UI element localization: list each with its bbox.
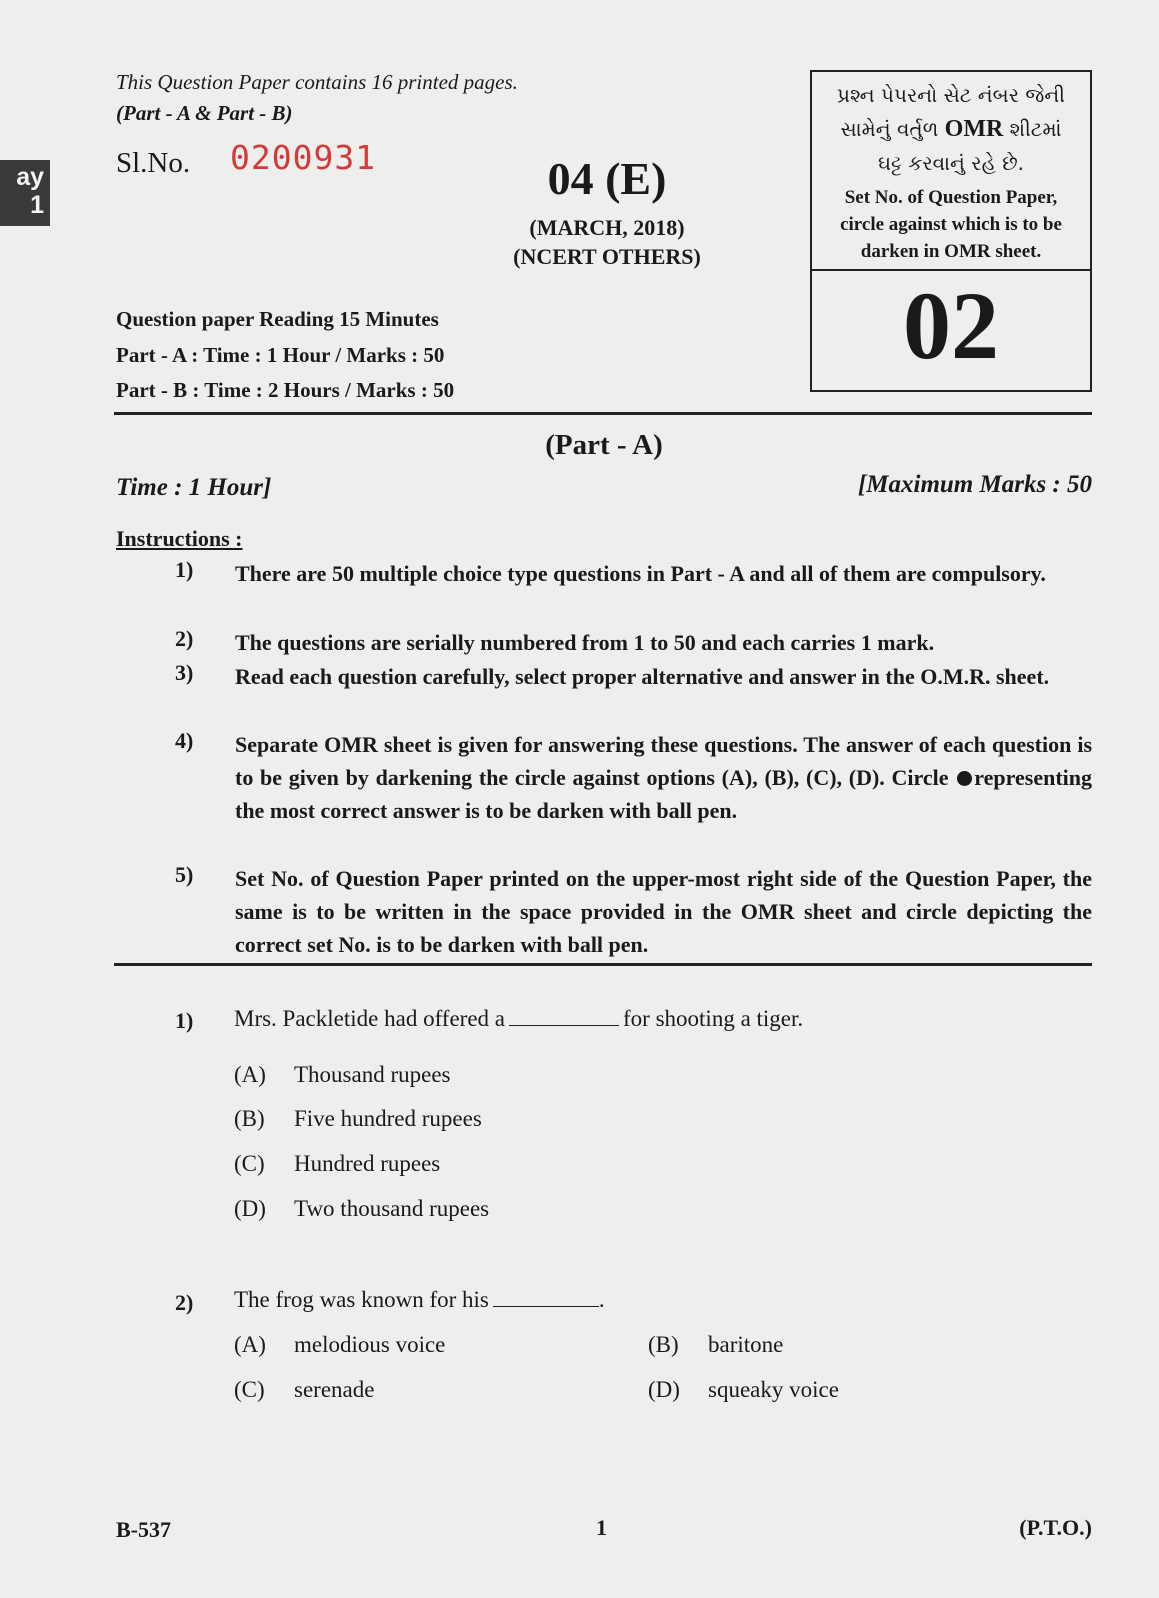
divider-bottom [114,963,1092,966]
question-1-option-b [234,1106,482,1132]
option-text: Hundred rupees [294,1151,441,1176]
option-text: melodious voice [294,1332,446,1357]
instruction-4-text-post: representing the most correct answer is to be darken with ball pen. [235,765,1093,823]
part-a-heading: (Part - A) [545,429,663,461]
gu-line-2 [812,112,1090,146]
part-a-max-marks: [Maximum Marks : 50 [857,471,1092,498]
question-1-option-d [234,1196,489,1222]
answer-blank [493,1286,599,1307]
question-2-text-pre: The frog was known for his [234,1287,489,1312]
filled-circle-icon [957,771,972,786]
question-2-number: 2) [175,1290,194,1315]
part-b-time-marks: Part - B : Time : 2 Hours / Marks : 50 [116,378,455,402]
en-line-3: darken in OMR sheet. [860,241,1042,262]
footer-paper-code: B-537 [116,1517,171,1542]
gu-line-2-post: શીટમાં [1003,117,1062,141]
instruction-4-text-pre: Separate OMR sheet is given for answering these questions. The answer of each question is to be given by darkening the circle against options (A), (B), (C), (D). Circle [235,732,1092,790]
option-label: (B) [648,1332,679,1357]
divider-top [114,412,1092,415]
en-line-1: Set No. of Question Paper, [844,187,1058,208]
option-label: (C) [234,1377,265,1402]
question-2-text-post: . [598,1287,605,1312]
instruction-4-text [235,728,1092,827]
exam-stream: (NCERT OTHERS) [513,244,701,269]
instruction-3-number: 3) [175,660,194,685]
instruction-1-number: 1) [175,557,194,582]
option-label: (A) [234,1332,266,1357]
instruction-1-text: There are 50 multiple choice type questions in Part - A and all of them are compulsory. [235,561,1046,586]
option-label: (D) [234,1196,266,1221]
question-1-number: 1) [175,1008,194,1033]
option-label: (A) [234,1062,266,1087]
question-2-option-a [234,1332,445,1358]
gu-line-2-omr: OMR [944,116,1004,142]
part-a-time: Time : 1 Hour] [116,474,272,501]
instructions-heading: Instructions : [116,526,243,551]
instruction-3-text: Read each question carefully, select proper alternative and answer in the O.M.R. sheet. [235,664,1050,689]
exam-date: (MARCH, 2018) [529,215,685,240]
edge-tab-line1: ay [16,163,44,191]
set-box-english [812,184,1090,265]
instruction-2-text: The questions are serially numbered from 1 to 50 and each carries 1 mark. [235,630,935,655]
option-text: Five hundred rupees [294,1106,482,1131]
option-text: Thousand rupees [294,1062,451,1087]
gu-line-2-pre: સામેનું વર્તુળ [840,117,945,141]
question-2-option-c [234,1377,374,1403]
gu-line-3: ઘટ્ટ કરવાનું રહે છે. [877,151,1025,175]
serial-number-value: 0200931 [230,138,377,177]
option-text: serenade [294,1377,375,1402]
reading-time: Question paper Reading 15 Minutes [116,307,439,331]
option-text: baritone [708,1332,784,1357]
option-label: (B) [234,1106,265,1131]
set-box-gujarati [812,72,1090,180]
question-2-option-d [648,1377,839,1403]
option-label: (C) [234,1151,265,1176]
paper-code: 04 (E) [547,153,667,204]
part-a-time-marks: Part - A : Time : 1 Hour / Marks : 50 [116,343,445,367]
set-number-box [810,70,1092,392]
instruction-5-text: Set No. of Question Paper printed on the upper-most right side of the Question Paper, the same is to be written in the space provided in the OMR sheet and circle depicting the correct set No. is to be darken with ball pen. [235,866,1092,957]
question-1-text-post: for shooting a tiger. [623,1006,804,1031]
option-text: Two thousand rupees [294,1196,490,1221]
option-label: (D) [648,1377,680,1402]
question-2-text [234,1286,605,1313]
parts-note: (Part - A & Part - B) [116,101,293,125]
question-2-option-b [648,1332,783,1358]
pages-note: This Question Paper contains 16 printed pages. [116,70,518,94]
serial-number-label: Sl.No. [116,147,191,179]
edge-tab [0,160,50,226]
instruction-4-number: 4) [175,728,194,753]
en-line-2: circle against which is to be [840,214,1062,235]
answer-blank [509,1005,619,1026]
please-turn-over: (P.T.O.) [1019,1515,1092,1540]
question-1-option-a [234,1062,451,1088]
instruction-5-number: 5) [175,862,194,887]
gu-line-1: પ્રશ્ન પેપરનો સેટ નંબર જેની [837,83,1065,107]
question-1-option-c [234,1151,440,1177]
page-number: 1 [596,1515,607,1540]
question-1-text-pre: Mrs. Packletide had offered a [234,1006,506,1031]
option-text: squeaky voice [708,1377,839,1402]
set-number: 02 [903,272,999,379]
question-1-text [234,1005,803,1032]
edge-tab-line2: 1 [30,191,44,219]
instruction-2-number: 2) [175,626,194,651]
